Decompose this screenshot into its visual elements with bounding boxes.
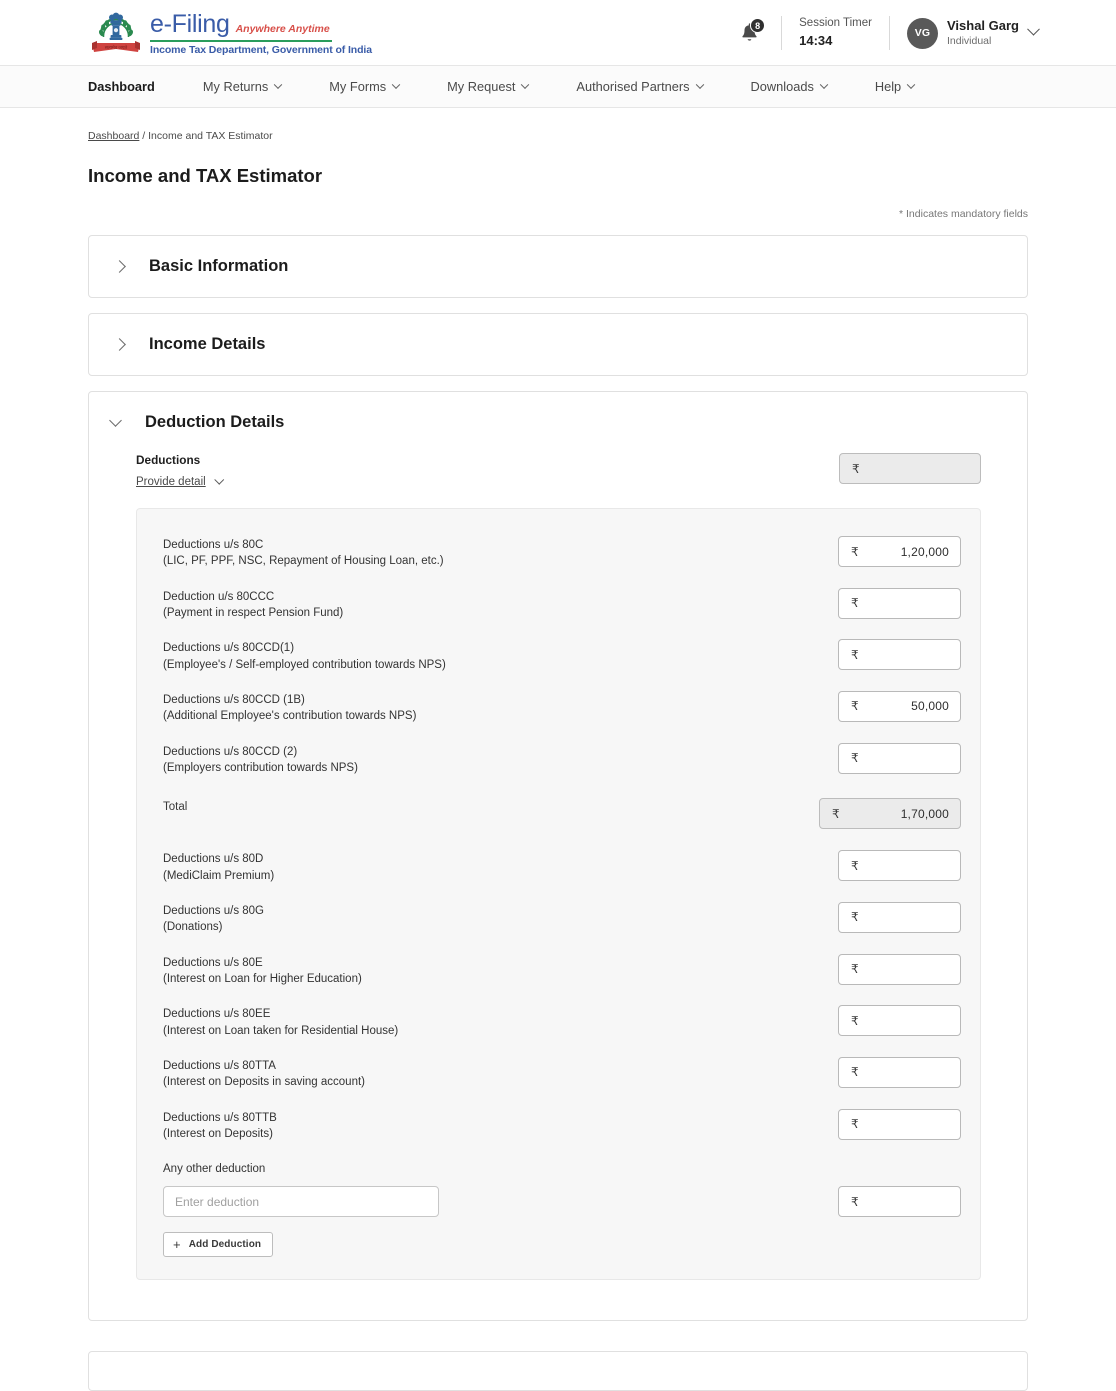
nav-label: Help — [874, 79, 902, 94]
deduction-80e-amount-field[interactable] — [838, 954, 961, 985]
table-row — [163, 579, 961, 631]
table-row — [163, 1048, 961, 1100]
rupee-icon: ₹ — [832, 806, 840, 821]
deductions-total-amount-field — [819, 798, 961, 829]
nav-item-authorised-partners[interactable] — [576, 79, 702, 94]
rupee-icon: ₹ — [851, 1194, 859, 1209]
deduction-name: Deductions u/s 80E — [163, 956, 263, 969]
rupee-icon: ₹ — [851, 596, 859, 611]
chevron-down-icon — [274, 80, 282, 88]
main-navigation — [0, 66, 1116, 108]
deductions-total-amount-value: 1,70,000 — [900, 806, 949, 821]
rupee-icon: ₹ — [851, 647, 859, 662]
deduction-sub: (MediClaim Premium) — [163, 869, 275, 882]
page-content — [0, 108, 1116, 1391]
chevron-down-icon — [695, 80, 703, 88]
deductions-summary-row — [136, 453, 981, 488]
deduction-sub: (Employee's / Self-employed contribution towards NPS) — [163, 658, 446, 671]
user-menu-button[interactable] — [907, 18, 1038, 49]
deductions-total-row — [163, 785, 961, 841]
table-row — [163, 682, 961, 734]
user-name: Vishal Garg — [946, 17, 1019, 33]
section-next-card[interactable] — [88, 1351, 1028, 1391]
rupee-icon: ₹ — [851, 1117, 859, 1132]
deduction-80g-amount-field[interactable] — [838, 902, 961, 933]
deduction-amount-value: 1,20,000 — [900, 544, 949, 559]
table-row — [163, 945, 961, 997]
brand-logo — [88, 8, 372, 58]
deduction-sub: (Interest on Deposits) — [163, 1127, 273, 1140]
any-other-deduction-row — [163, 1186, 961, 1217]
section-income-details-header[interactable] — [89, 314, 1027, 375]
section-title: Income Details — [149, 335, 266, 353]
notification-badge: 8 — [750, 18, 765, 33]
table-row — [163, 1100, 961, 1152]
rupee-icon: ₹ — [851, 910, 859, 925]
section-deduction-details — [88, 391, 1028, 1321]
table-row — [163, 734, 961, 786]
breadcrumb — [88, 108, 1028, 142]
deduction-sub: (Interest on Loan taken for Residential House) — [163, 1024, 399, 1037]
nav-label: My Forms — [329, 79, 387, 94]
deduction-80ccc-amount-field[interactable] — [838, 588, 961, 619]
brand-tagline: Anywhere Anytime — [235, 22, 330, 35]
deduction-80ccd1b-amount-field[interactable] — [838, 691, 961, 722]
deduction-name: Deductions u/s 80D — [163, 853, 264, 866]
nav-item-dashboard[interactable] — [88, 79, 155, 94]
nav-label: Authorised Partners — [576, 79, 690, 94]
chevron-down-icon — [214, 475, 223, 484]
section-title: Basic Information — [149, 257, 289, 275]
table-row — [163, 893, 961, 945]
add-deduction-button[interactable] — [163, 1232, 273, 1257]
deduction-name: Deductions u/s 80TTB — [163, 1111, 277, 1124]
deduction-sub: (Additional Employee's contribution towards NPS) — [163, 710, 417, 723]
nav-label: Dashboard — [88, 79, 155, 94]
chevron-down-icon — [109, 414, 122, 427]
brand-department: Income Tax Department, Government of India — [150, 43, 372, 56]
deduction-80c-amount-field[interactable] — [838, 536, 961, 567]
other-deduction-amount-field[interactable] — [838, 1186, 961, 1217]
deduction-name: Deductions u/s 80C — [163, 539, 264, 551]
deduction-sub: (Interest on Deposits in saving account) — [163, 1076, 365, 1089]
rupee-icon: ₹ — [852, 461, 860, 476]
brand-title: e-Filing — [150, 9, 230, 38]
brand-text — [150, 10, 372, 56]
app-header — [0, 0, 1116, 66]
chevron-down-icon — [392, 80, 400, 88]
deduction-name: Deductions u/s 80CCD (1B) — [163, 693, 305, 706]
chevron-down-icon — [820, 80, 828, 88]
section-title: Deduction Details — [145, 413, 285, 431]
header-actions — [734, 0, 1038, 66]
nav-label: Downloads — [750, 79, 814, 94]
nav-item-my-request[interactable] — [447, 79, 528, 94]
deduction-80ee-amount-field[interactable] — [838, 1005, 961, 1036]
session-timer-label: Session Timer — [799, 17, 872, 30]
chevron-down-icon — [907, 80, 915, 88]
nav-label: My Returns — [202, 79, 269, 94]
nav-label: My Request — [447, 79, 516, 94]
any-other-deduction-label: Any other deduction — [163, 1163, 266, 1176]
notification-bell-button[interactable] — [734, 18, 764, 48]
chevron-down-icon — [521, 80, 529, 88]
page-title: Income and TAX Estimator — [88, 165, 323, 186]
nav-item-my-returns[interactable] — [203, 79, 281, 94]
breadcrumb-current: Income and TAX Estimator — [148, 130, 273, 142]
deduction-amount-value: 50,000 — [911, 699, 949, 714]
rupee-icon: ₹ — [851, 751, 859, 766]
deduction-80ttb-amount-field[interactable] — [838, 1109, 961, 1140]
deduction-80ccd1-amount-field[interactable] — [838, 639, 961, 670]
deductions-detail-panel — [136, 508, 981, 1280]
table-row — [163, 996, 961, 1048]
nav-item-downloads[interactable] — [751, 79, 827, 94]
header-divider-2 — [889, 16, 890, 50]
table-row — [163, 630, 961, 682]
rupee-icon: ₹ — [851, 962, 859, 977]
section-income-details — [88, 313, 1028, 376]
deductions-total-label: Total — [163, 801, 188, 814]
plus-icon: + — [173, 1237, 181, 1253]
deduction-name: Deduction u/s 80CCC — [163, 590, 275, 603]
deduction-80d-amount-field[interactable] — [838, 850, 961, 881]
add-deduction-label: Add Deduction — [188, 1239, 262, 1251]
deduction-sub: (Payment in respect Pension Fund) — [163, 606, 344, 619]
section-basic-information-header[interactable] — [89, 236, 1027, 297]
table-row — [163, 841, 961, 893]
nav-item-my-forms[interactable] — [329, 79, 399, 94]
chevron-right-icon — [113, 338, 126, 351]
table-row — [163, 527, 961, 579]
nav-item-help[interactable] — [875, 79, 914, 94]
provide-detail-label: Provide detail — [136, 476, 206, 488]
deduction-sub: (LIC, PF, PPF, NSC, Repayment of Housing Loan, etc.) — [163, 555, 444, 568]
deductions-label: Deductions — [136, 453, 201, 467]
rupee-icon: ₹ — [851, 858, 859, 873]
rupee-icon: ₹ — [851, 544, 859, 559]
deduction-name: Deductions u/s 80G — [163, 904, 265, 917]
deduction-sub: (Donations) — [163, 921, 223, 934]
header-divider-1 — [781, 16, 782, 50]
avatar: VG — [907, 18, 938, 49]
section-basic-information — [88, 235, 1028, 298]
deduction-details-body — [89, 453, 1027, 1320]
provide-detail-toggle[interactable] — [136, 476, 222, 488]
deduction-name: Deductions u/s 80EE — [163, 1008, 271, 1021]
deduction-sub: (Employers contribution towards NPS) — [163, 761, 358, 774]
breadcrumb-separator: / — [139, 130, 149, 142]
rupee-icon: ₹ — [851, 1013, 859, 1028]
user-role: Individual — [946, 34, 992, 47]
chevron-down-icon — [1027, 22, 1040, 35]
session-timer — [799, 16, 872, 49]
svg-text:सत्यमेव जयते: सत्यमेव जयते — [104, 44, 128, 50]
deduction-80tta-amount-field[interactable] — [838, 1057, 961, 1088]
chevron-right-icon — [113, 260, 126, 273]
india-emblem-icon — [88, 8, 144, 58]
rupee-icon: ₹ — [851, 1065, 859, 1080]
mandatory-fields-note: * Indicates mandatory fields — [899, 208, 1028, 220]
section-deduction-details-header[interactable] — [89, 392, 1027, 453]
deduction-name: Deductions u/s 80CCD(1) — [163, 642, 295, 655]
other-deduction-name-input[interactable] — [163, 1186, 439, 1217]
breadcrumb-dashboard-link[interactable]: Dashboard — [88, 130, 140, 142]
deductions-summary-amount-field[interactable] — [839, 453, 981, 484]
deduction-sub: (Interest on Loan for Higher Education) — [163, 972, 362, 985]
brand-divider — [150, 40, 332, 42]
rupee-icon: ₹ — [851, 699, 859, 714]
session-timer-value: 14:34 — [799, 32, 833, 48]
deduction-80ccd2-amount-field[interactable] — [838, 743, 961, 774]
deduction-name: Deductions u/s 80TTA — [163, 1059, 276, 1072]
deduction-name: Deductions u/s 80CCD (2) — [163, 745, 298, 758]
